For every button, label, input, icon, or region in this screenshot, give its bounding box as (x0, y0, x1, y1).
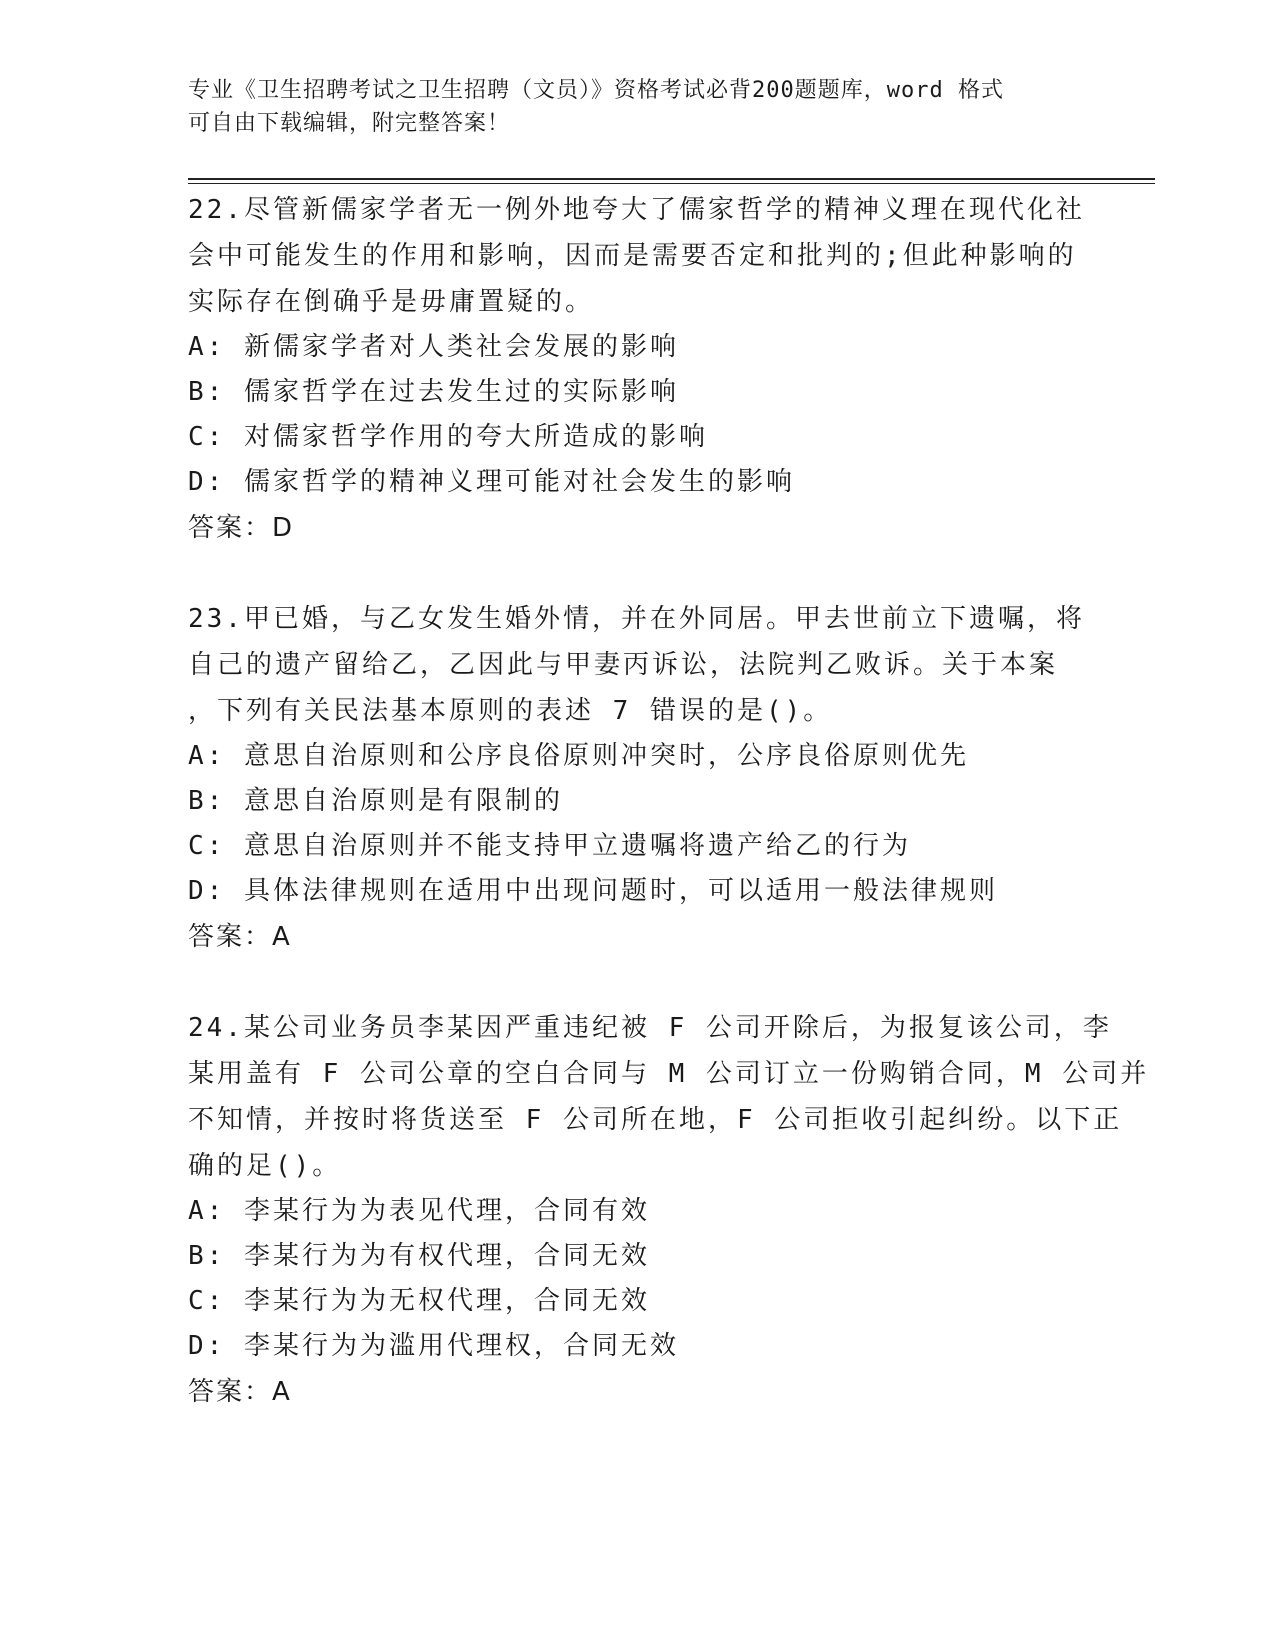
question-stem-line: 23.甲已婚，与乙女发生婚外情，并在外同居。甲去世前立下遗嘱，将 (188, 604, 1085, 634)
answer-label: 答案：A (188, 922, 292, 952)
option-a: A: 新儒家学者对人类社会发展的影响 (188, 332, 679, 362)
answer-label: 答案：D (188, 513, 295, 543)
question-stem-line: ，下列有关民法基本原则的表述 7 错误的是()。 (188, 696, 833, 726)
header-title-line-2: 可自由下载编辑，附完整答案！ (188, 111, 511, 136)
option-d: D: 具体法律规则在适用中出现问题时，可以适用一般法律规则 (188, 876, 998, 906)
option-c: C: 李某行为为无权代理，合同无效 (188, 1286, 650, 1316)
option-a: A: 意思自治原则和公序良俗原则冲突时，公序良俗原则优先 (188, 741, 969, 771)
question-stem-line: 24.某公司业务员李某因严重违纪被 F 公司开除后，为报复该公司，李 (188, 1013, 1112, 1043)
option-b: B: 意思自治原则是有限制的 (188, 786, 563, 816)
header-divider-thin (188, 183, 1155, 184)
header-title-line-1: 专业《卫生招聘考试之卫生招聘（文员）》资格考试必背200题题库，word 格式 (188, 78, 1004, 103)
question-22 (188, 187, 1088, 551)
question-stem-line: 实际存在倒确乎是毋庸置疑的。 (188, 287, 595, 317)
question-stem-line: 不知情，并按时将货送至 F 公司所在地，F 公司拒收引起纠纷。以下正 (188, 1105, 1123, 1135)
question-24 (188, 1005, 1150, 1415)
document-header (188, 74, 1068, 140)
question-stem-line: 自己的遗产留给乙，乙因此与甲妻丙诉讼，法院判乙败诉。关于本案 (188, 650, 1059, 680)
header-divider-thick (188, 178, 1155, 180)
option-c: C: 意思自治原则并不能支持甲立遗嘱将遗产给乙的行为 (188, 831, 911, 861)
question-stem-line: 某用盖有 F 公司公章的空白合同与 M 公司订立一份购销合同，M 公司并 (188, 1059, 1150, 1089)
option-b: B: 儒家哲学在过去发生过的实际影响 (188, 377, 679, 407)
answer-label: 答案：A (188, 1377, 292, 1407)
option-a: A: 李某行为为表见代理，合同有效 (188, 1196, 650, 1226)
question-stem-line: 22.尽管新儒家学者无一例外地夸大了儒家哲学的精神义理在现代化社 (188, 195, 1085, 225)
question-stem-line: 确的足()。 (188, 1151, 342, 1181)
option-d: D: 李某行为为滥用代理权，合同无效 (188, 1331, 679, 1361)
option-b: B: 李某行为为有权代理，合同无效 (188, 1241, 650, 1271)
question-stem-line: 会中可能发生的作用和影响，因而是需要否定和批判的;但此种影响的 (188, 241, 1077, 271)
option-c: C: 对儒家哲学作用的夸大所造成的影响 (188, 422, 708, 452)
question-23 (188, 596, 1088, 960)
option-d: D: 儒家哲学的精神义理可能对社会发生的影响 (188, 467, 795, 497)
